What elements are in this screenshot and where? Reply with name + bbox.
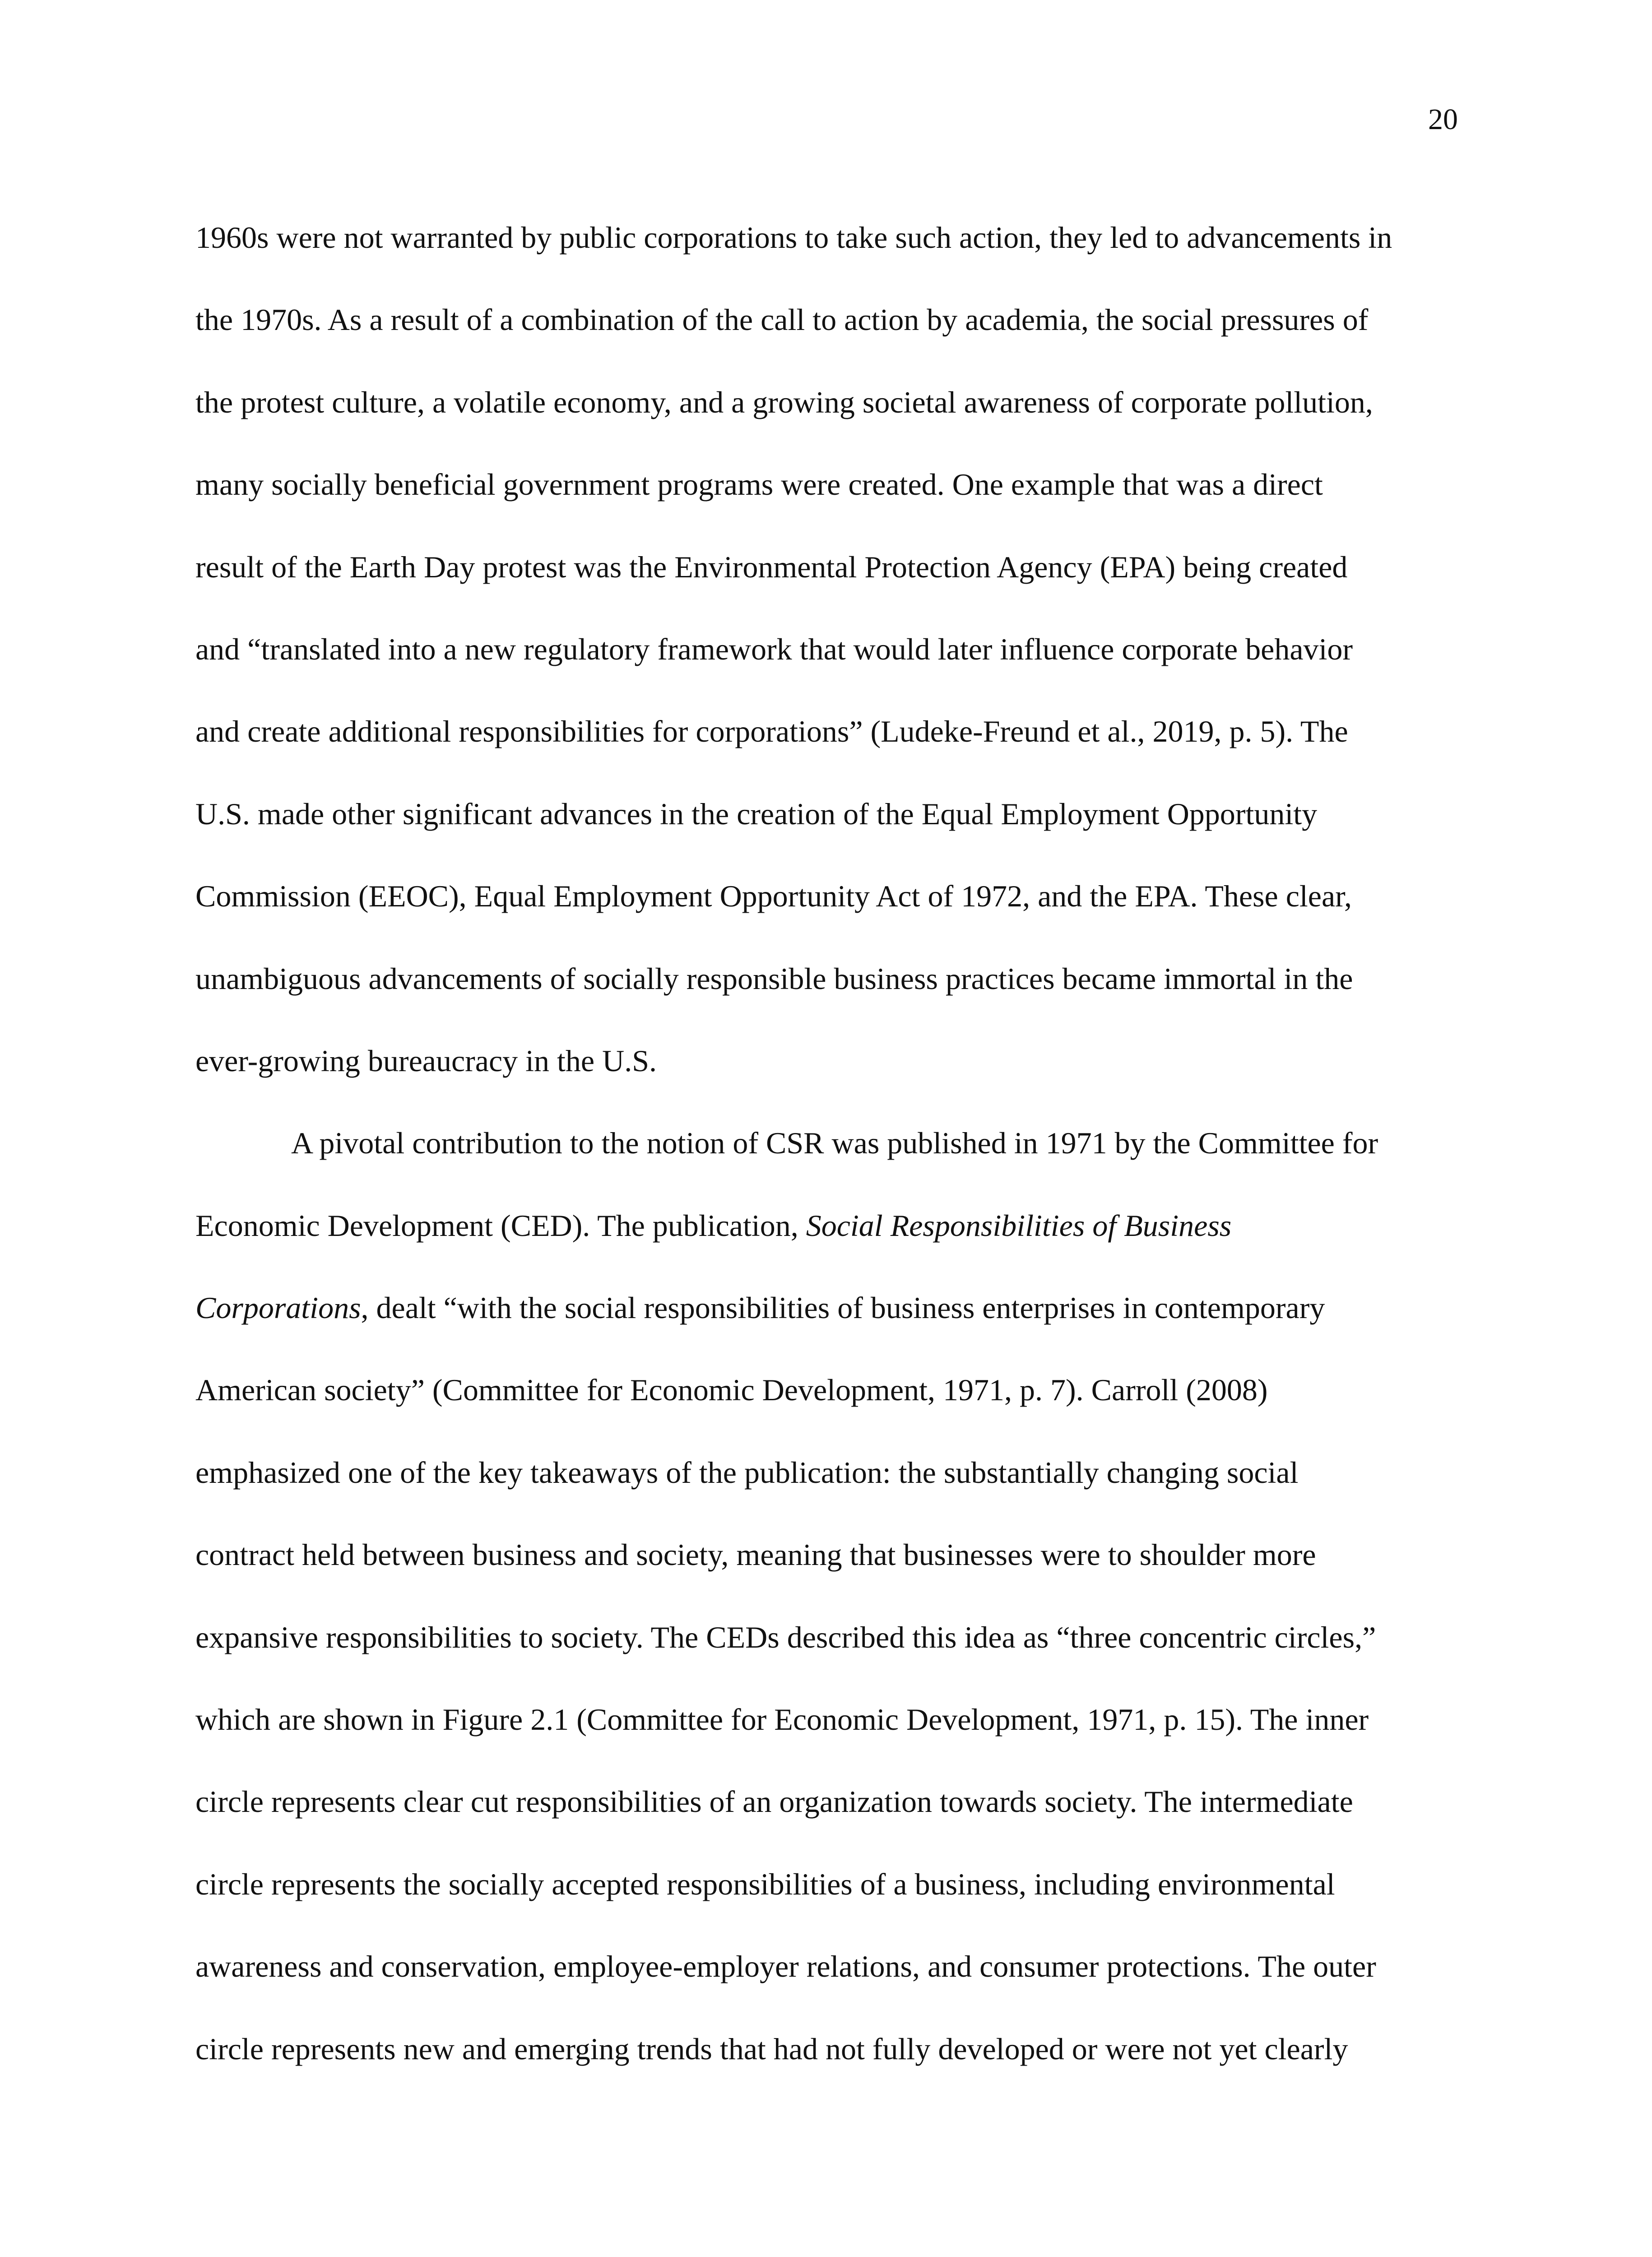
text-line: 1960s were not warranted by public corporations to take such action, they led to advancements in: [195, 220, 1392, 255]
text-line: which are shown in Figure 2.1 (Committee for Economic Development, 1971, p. 15). The inner: [195, 1702, 1369, 1737]
text-line: circle represents clear cut responsibilities of an organization towards society. The intermediate: [195, 1784, 1353, 1819]
page-number: 20: [1428, 103, 1458, 136]
body-text: [195, 215, 1464, 2108]
text-run: Economic Development (CED). The publication,: [195, 1208, 806, 1243]
text-line: circle represents the socially accepted responsibilities of a business, including environmental: [195, 1867, 1335, 1901]
text-line: ever-growing bureaucracy in the U.S.: [195, 1043, 657, 1078]
text-line: the 1970s. As a result of a combination of the call to action by academia, the social pressures of: [195, 302, 1369, 337]
text-line: emphasized one of the key takeaways of the publication: the substantially changing social: [195, 1455, 1299, 1490]
text-line: [195, 1285, 1464, 1367]
text-line: the protest culture, a volatile economy, and a growing societal awareness of corporate pollution,: [195, 385, 1373, 419]
text-run: , dealt “with the social responsibilities of business enterprises in contemporary: [361, 1291, 1325, 1325]
text-line: and create additional responsibilities for corporations” (Ludeke-Freund et al., 2019, p. 5). The: [195, 714, 1348, 749]
text-line: American society” (Committee for Economic Development, 1971, p. 7). Carroll (2008): [195, 1373, 1268, 1407]
text-line: expansive responsibilities to society. The CEDs described this idea as “three concentric circles,”: [195, 1620, 1376, 1654]
text-line: result of the Earth Day protest was the Environmental Protection Agency (EPA) being created: [195, 549, 1348, 584]
text-line: unambiguous advancements of socially responsible business practices became immortal in the: [195, 961, 1353, 996]
text-line: circle represents new and emerging trends that had not fully developed or were not yet clearly: [195, 2031, 1348, 2066]
text-line: U.S. made other significant advances in the creation of the Equal Employment Opportunity: [195, 796, 1318, 831]
text-line: many socially beneficial government programs were created. One example that was a direct: [195, 467, 1323, 502]
text-line: Commission (EEOC), Equal Employment Opportunity Act of 1972, and the EPA. These clear,: [195, 879, 1352, 914]
italic-title: Corporations: [195, 1291, 361, 1325]
italic-title: Social Responsibilities of Business: [806, 1208, 1232, 1243]
text-line: [195, 1203, 1464, 1285]
paragraph-first-line: A pivotal contribution to the notion of CSR was published in 1971 by the Committee for: [291, 1126, 1378, 1161]
text-line: and “translated into a new regulatory framework that would later influence corporate behavior: [195, 632, 1353, 666]
text-line: awareness and conservation, employee-employer relations, and consumer protections. The outer: [195, 1949, 1376, 1984]
text-line: contract held between business and society, meaning that businesses were to shoulder more: [195, 1537, 1316, 1572]
